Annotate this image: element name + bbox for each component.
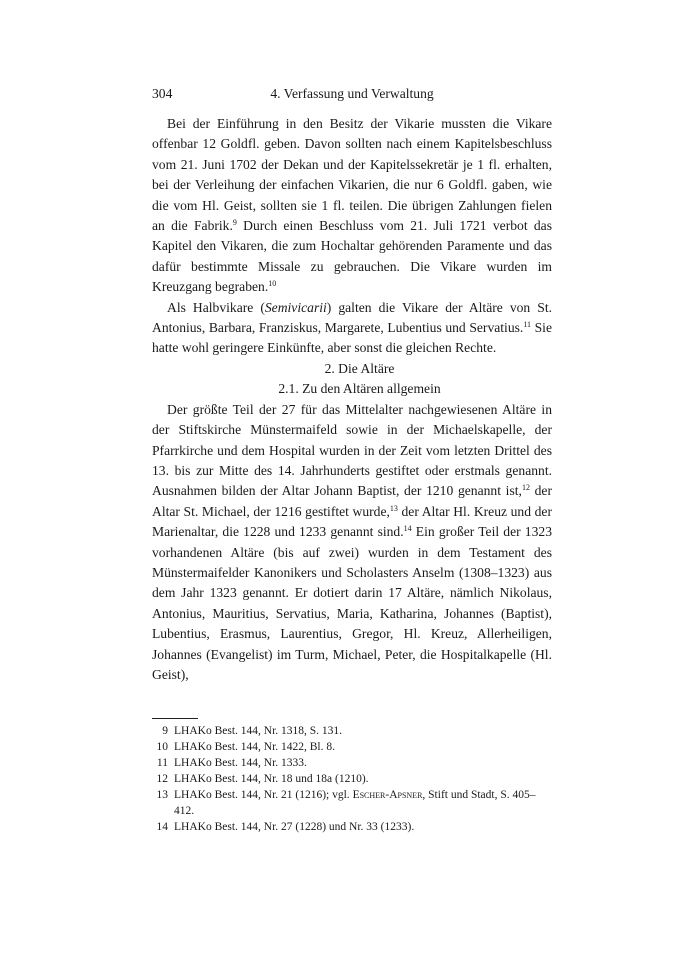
footnote: 12 LHAKo Best. 144, Nr. 18 und 18a (1210). — [156, 773, 369, 785]
italic-term: Semivicarii — [264, 299, 327, 315]
paragraph-vicar-fees: Bei der Einführung in den Besitz der Vikarie mussten die Vikare offenbar 12 Goldfl. geben. Davon sollten nach einem Kapitelsbeschluss vom 21. Juni 1702 der Dekan und der Kapitelssekretär je 1 fl. erhalten, bei der Verleihung der einfachen Vikarien, die nur 6 Goldfl. gaben, wie die vom Hl. Geist, sollten sie 1 fl. teilen. Die übrigen Zahlungen fielen an die Fabrik.$^9$ Durch einen Beschluss vom 21. Juli 1721 verbot das Kapitel den Vikaren, die zum Hochaltar gehörenden Paramente und das dafür bestimmte Missale zu gebrauchen. Die Vikare wurden im Kreuzgang begraben.$^{10}$ — [152, 116, 552, 295]
running-title: 4. Verfassung und Verwaltung — [270, 86, 434, 101]
footnotes — [152, 723, 552, 835]
main-text — [152, 114, 552, 685]
footnote-ref-13[interactable]: 13 — [389, 503, 398, 513]
section-heading: 2. Die Altäre — [324, 360, 395, 376]
footnote: 11 LHAKo Best. 144, Nr. 1333. — [156, 757, 307, 769]
footnote-ref-14[interactable]: 14 — [403, 524, 412, 534]
page-number: 304 — [152, 86, 173, 101]
footnote: 10 LHAKo Best. 144, Nr. 1422, Bl. 8. — [156, 741, 335, 753]
footnote-ref-11[interactable]: 11 — [523, 320, 532, 330]
footnote-ref-10[interactable]: 10 — [268, 279, 277, 289]
subsection-heading: 2.1. Zu den Altären allgemein — [278, 381, 441, 397]
footnote-ref-12[interactable]: 12 — [521, 483, 530, 493]
footnote: 13 LHAKo Best. 144, Nr. 21 (1216); vgl. Escher-Apsner, Stift und Stadt, S. 405–412. — [156, 789, 536, 817]
footnote: 9 LHAKo Best. 144, Nr. 1318, S. 131. — [162, 725, 343, 737]
paragraph-altars: Der größte Teil der 27 für das Mittelalter nachgewiesenen Altäre in der Stiftskirche Münstermaifeld sowie in der Michaelskapelle, der Pfarrkirche und dem Hospital wurden in der Zeit vom letzten Drittel des 13. bis zur Mitte des 14. Jahrhunderts gestiftet oder erstmals genannt. Ausnahmen bilden der Altar Johann Baptist, der 1210 genannt ist,$^{12}$ der Altar St. Michael, der 1216 gestiftet wurde,$^{13}$ der Altar Hl. Kreuz und der Marienaltar, die 1228 und 1233 genannt sind.$^{14}$ Ein großer Teil der 1323 vorhandenen Altäre (bis auf zwei) wurden in dem Testament des Münstermaifelder Kanonikers und Scholasters Anselm (1308–1323) aus dem Jahr 1323 genannt. Er dotiert darin 17 Altäre, nämlich Nikolaus, Antonius, Mauritius, Servatius, Maria, Katharina, Johannes (Baptist), Lubentius, Erasmus, Laurentius, Gregor, Hl. Kreuz, Allerheiligen, Johannes (Evangelist) im Turm, Michael, Peter, die Hospitalkapelle (Hl. Geist), — [152, 401, 552, 682]
author-name: Escher-Apsner — [352, 789, 423, 801]
running-header — [152, 86, 552, 102]
footnote-ref-9[interactable]: 9 — [232, 218, 237, 228]
footnote-rule — [152, 718, 198, 719]
footnote: 14 LHAKo Best. 144, Nr. 27 (1228) und Nr. 33 (1233). — [156, 821, 415, 833]
paragraph-semivicars: Als Halbvikare (Semivicarii) galten die Vikare der Altäre von St. Antonius, Barbara, Franziskus, Margarete, Lubentius und Servatius.$^{11}$ Sie hatte wohl geringere Einkünfte, aber sonst die gleichen Rechte. — [152, 299, 552, 356]
